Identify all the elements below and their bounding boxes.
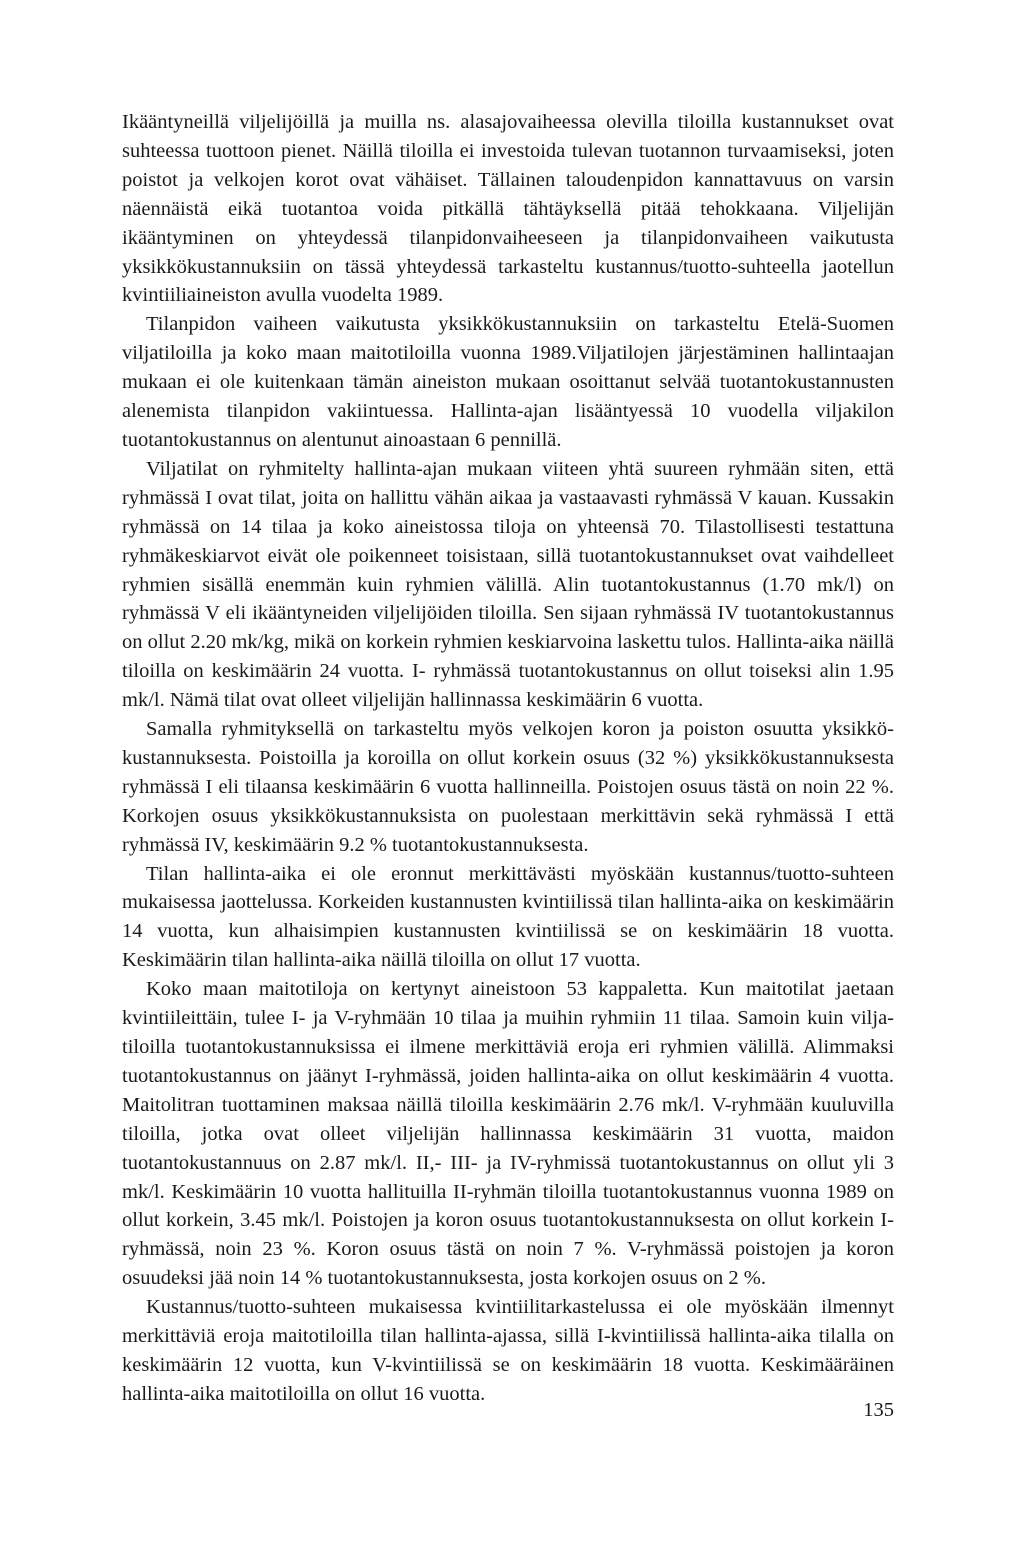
paragraph-1: Ikääntyneillä viljelijöillä ja muilla ns. alasajovaiheessa olevilla tiloilla kustannukset ovat suhteessa tuottoon pienet. Näillä tiloilla ei investoida tulevan tuotannon turvaamiseksi, joten poistot ja velkojen korot ovat vähäiset. Tällainen taloudenpidon kannattavuus on varsin näennäistä eikä tuotantoa voida pitkällä tähtäyksellä pitää tehokkaana. Viljelijän ikääntyminen on yhteydessä tilanpidonvaiheeseen ja tilanpidonvaiheen vaikutusta yksikkökustannuksiin on tässä yhteydessä tarkasteltu kustannus/tuotto-suhteella jaotellun kvintiiliaineiston avulla vuodelta 1989.	[122, 111, 894, 307]
paragraph-2: Tilanpidon vaiheen vaikutusta yksikkökustannuksiin on tarkasteltu Etelä-Suomen viljatiloilla ja koko maan maitotiloilla vuonna 1989.Viljatilojen järjestäminen hallintaajan mukaan ei ole kuitenkaan tämän aineiston mukaan osoittanut selvää tuotantokustannusten alenemista tilanpidon vakiintuessa. Hallinta-ajan lisääntyessä 10 vuodella viljakilon tuotantokustannus on alentunut ainoastaan 6 pennillä.	[122, 313, 894, 451]
paragraph-4: Samalla ryhmityksellä on tarkasteltu myös velkojen koron ja poiston osuutta yksikkökustannuksesta. Poistoilla ja koroilla on ollut korkein osuus (32 %) yksikkökustannuksesta ryhmässä I eli tilaansa keskimäärin 6 vuotta hallinneilla. Poistojen osuus tästä on noin 22 %. Korkojen osuus yksikkökustannuksista on puolestaan merkittävin sekä ryhmässä I että ryhmässä IV, keskimäärin 9.2 % tuotantokustannuksesta.	[122, 718, 894, 856]
paragraph-3: Viljatilat on ryhmitelty hallinta-ajan mukaan viiteen yhtä suureen ryhmään siten, että ryhmässä I ovat tilat, joita on hallittu vähän aikaa ja vastaavasti ryhmässä V kauan. Kussakin ryhmässä on 14 tilaa ja koko aineistossa tiloja on yhteensä 70. Tilastollisesti testattuna ryhmäkeskiarvot eivät ole poikenneet toisistaan, sillä tuotantokustannukset ovat vaihdelleet ryhmien sisällä enemmän kuin ryhmien välillä. Alin tuotantokustannus (1.70 mk/l) on ryhmässä V eli ikääntyneiden viljelijöiden tiloilla. Sen sijaan ryhmässä IV tuotantokustannus on ollut 2.20 mk/kg, mikä on korkein ryhmien keskiarvoina laskettu tulos. Hallinta-aika näillä tiloilla on keskimäärin 24 vuotta. I- ryhmässä tuotantokustannus on ollut toiseksi alin 1.95 mk/l. Nämä tilat ovat olleet viljelijän hallinnassa keskimäärin 6 vuotta.	[122, 457, 894, 712]
paragraph-7: Kustannus/tuotto-suhteen mukaisessa kvintiilitarkastelussa ei ole myöskään ilmennyt merkittäviä eroja maitotiloilla tilan hallinta-ajassa, sillä I-kvintiilissä hallinta-aika tilalla on keskimäärin 12 vuotta, kun V-kvintiilissä se on keskimäärin 18 vuotta. Keskimääräinen hallinta-aika maitotiloilla on ollut 16 vuotta.	[122, 1296, 894, 1405]
paragraph-5: Tilan hallinta-aika ei ole eronnut merkittävästi myöskään kustannus/tuotto-suhteen mukaisessa jaottelussa. Korkeiden kustannusten kvintiilissä tilan hallinta-aika on keskimäärin 14 vuotta, kun alhaisimpien kustannusten kvintiilissä se on keskimäärin 18 vuotta. Keskimäärin tilan hallinta-aika näillä tiloilla on ollut 17 vuotta.	[122, 862, 894, 972]
paragraph-6: Koko maan maitotiloja on kertynyt aineistoon 53 kappaletta. Kun maitotilat jaetaan kvintiileittäin, tulee I- ja V-ryhmään 10 tilaa ja muihin ryhmiin 11 tilaa. Samoin kuin viljatiloilla tuotantokustannuksissa ei ilmene merkittäviä eroja eri ryhmien välillä. Alimmaksi tuotantokustannus on jäänyt I-ryhmässä, joiden hallinta-aika on ollut keskimäärin 4 vuotta. Maitolitran tuottaminen maksaa näillä tiloilla keskimäärin 2.76 mk/l. V-ryhmään kuuluvilla tiloilla, jotka ovat olleet viljelijän hallinnassa keskimäärin 31 vuotta, maidon tuotantokustannuus on 2.87 mk/l. II,- III- ja IV-ryhmissä tuotantokustannus on ollut yli 3 mk/l. Keskimäärin 10 vuotta hallituilla II-ryhmän tiloilla tuotantokustannus vuonna 1989 on ollut korkein, 3.45 mk/l. Poistojen ja koron osuus tuotantokustannuksesta on ollut korkein I-ryhmässä, noin 23 %. Koron osuus tästä on noin 7 %. V-ryhmässä poistojen ja koron osuudeksi jää noin 14 % tuotantokustannuksesta, josta korkojen osuus on 2 %.	[122, 978, 894, 1290]
document-body	[122, 108, 894, 1409]
page-number: 135	[863, 1399, 894, 1421]
